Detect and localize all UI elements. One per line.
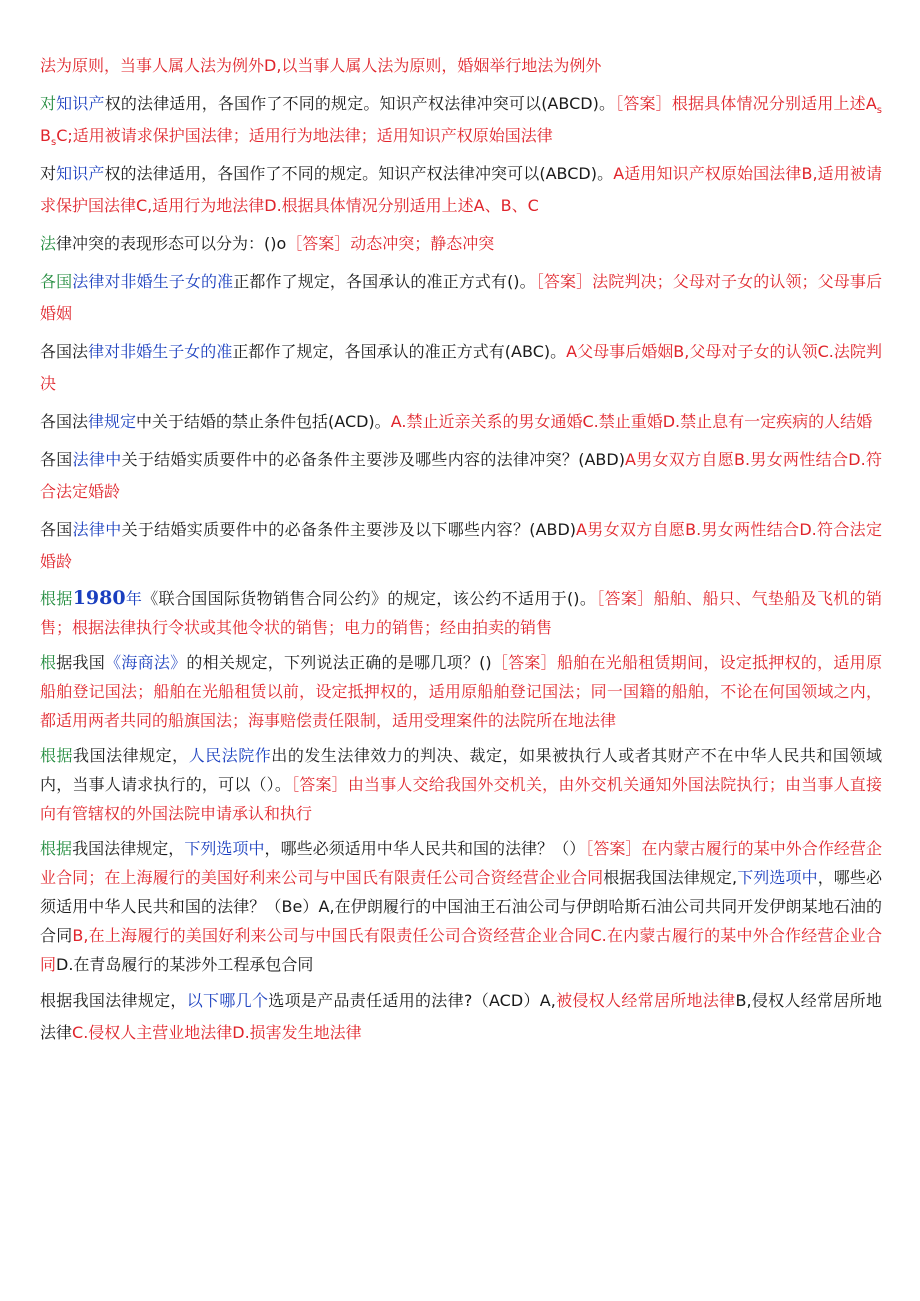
text-segment: ［答案］在内蒙古履行的某中外合作经营企业合同；在上海履行的美国好利来公司与中国氏有限责任公司合资经营企业合同 bbox=[40, 839, 882, 887]
text-segment: 法律中 bbox=[72, 450, 122, 469]
text-segment: ［答案］法院判决；父母对子女的认领；父母事后婚姻 bbox=[40, 272, 882, 323]
text-segment: 各国 bbox=[40, 450, 73, 469]
text-segment: 选项是产品责任适用的法律?（ACD）A, bbox=[268, 991, 556, 1010]
text-segment: 根 bbox=[40, 653, 57, 672]
text-segment: 知识产 bbox=[56, 94, 105, 113]
text-segment: A父母事后婚姻B,父母对子女的认领C.法院判决 bbox=[40, 342, 882, 393]
text-segment: 律对非婚生子女的准 bbox=[88, 342, 233, 361]
text-segment: ，哪些必须适用中华人民共和国的法律？（Be）A,在伊朗履行的中国油王石油公司与伊朗哈斯石油公司共同开发伊朗某地石油的合同 bbox=[40, 868, 882, 945]
question-paragraph bbox=[40, 741, 882, 828]
text-segment: 各国法 bbox=[40, 342, 89, 361]
text-segment: ［答案］船舶、船只、气垫船及飞机的销售；根据法律执行令状或其他令状的销售；电力的销售；经由拍卖的销售 bbox=[40, 589, 882, 637]
text-segment: 对 bbox=[40, 164, 57, 183]
text-segment: 根据 bbox=[40, 746, 74, 765]
text-segment: 法为原则，当事人属人法为例外D,以当事人属人法为原则，婚姻举行地法为例外 bbox=[40, 56, 602, 75]
text-segment: 各国 bbox=[40, 520, 73, 539]
text-segment: 中关于结婚的禁止条件包括(ACD)。 bbox=[136, 412, 391, 431]
text-segment: 下列选项中 bbox=[184, 839, 265, 858]
text-segment: 出的发生法律效力的判决、裁定，如果被执行人或者其财产不在中华人民共和国领域内，当事人请求执行的，可以（）。 bbox=[40, 746, 882, 794]
text-segment: 我国法律规定， bbox=[73, 746, 189, 765]
question-paragraph bbox=[40, 88, 882, 152]
text-segment: 关于结婚实质要件中的必备条件主要涉及以下哪些内容？(ABD) bbox=[121, 520, 577, 539]
question-paragraph bbox=[40, 266, 882, 330]
question-paragraph bbox=[40, 444, 882, 508]
question-paragraph bbox=[40, 985, 882, 1049]
text-segment: 各国 bbox=[40, 272, 73, 291]
text-segment: A.禁止近亲关系的男女通婚C.禁止重婚D.禁止息有一定疾病的人结婚 bbox=[390, 412, 873, 431]
text-segment: A男女双方自愿B.男女两性结合D.符合法定婚龄 bbox=[40, 520, 882, 571]
text-segment: ，哪些必须适用中华人民共和国的法律？（） bbox=[264, 839, 586, 858]
text-segment: 正都作了规定，各国承认的准正方式有(ABC)。 bbox=[232, 342, 567, 361]
text-segment: s bbox=[876, 105, 882, 117]
text-segment: B,侵权人经常居所地法律 bbox=[40, 991, 882, 1042]
text-segment: 《海商法》 bbox=[105, 653, 187, 672]
text-segment: 的相关规定，下列说法正确的是哪几项？() bbox=[186, 653, 492, 672]
text-segment: C.侵权人主营业地法律D.损害发生地法律 bbox=[72, 1023, 362, 1042]
text-segment: 年 bbox=[125, 589, 143, 608]
text-segment: 关于结婚实质要件中的必备条件主要涉及哪些内容的法律冲突？(ABD) bbox=[121, 450, 625, 469]
text-segment: 法律中 bbox=[72, 520, 122, 539]
text-segment: 对 bbox=[40, 94, 57, 113]
text-segment: 下列选项中 bbox=[737, 868, 818, 887]
text-segment: 权的法律适用，各国作了不同的规定。知识产权法律冲突可以(ABCD)。 bbox=[104, 94, 616, 113]
text-segment: A男女双方自愿B.男女两性结合D.符合法定婚龄 bbox=[40, 450, 882, 501]
text-segment: 根据我国法律规定， bbox=[40, 991, 187, 1010]
text-segment: D.在青岛履行的某涉外工程承包合同 bbox=[56, 955, 314, 974]
text-segment: ［答案］船舶在光船租赁期间，设定抵押权的，适用原船舶登记国法；船舶在光船租赁以前，设定抵押权的，适用原船舶登记国法；同一国籍的船舶，不论在何国领域之内，都适用两者共同的船旗国法；海事赔偿责任限制，适用受理案件的法院所在地法律 bbox=[40, 653, 882, 730]
text-segment: 权的法律适用，各国作了不同的规定。知识产权法律冲突可以(ABCD)。 bbox=[104, 164, 614, 183]
question-paragraph bbox=[40, 648, 882, 735]
text-segment: 1980 bbox=[72, 587, 126, 609]
question-paragraph bbox=[40, 584, 882, 642]
text-segment: B,在上海履行的美国好利来公司与中国氏有限责任公司合资经营企业合同C.在内蒙古履行的某中外合作经营企业合同 bbox=[40, 926, 882, 974]
question-paragraph bbox=[40, 158, 882, 222]
text-segment: 根据 bbox=[40, 589, 73, 608]
text-segment: 正都作了规定，各国承认的准正方式有()。 bbox=[233, 272, 536, 291]
text-segment: 被侵权人经常居所地法律 bbox=[555, 991, 736, 1010]
question-paragraph bbox=[40, 406, 882, 438]
text-segment: s bbox=[50, 137, 57, 149]
text-segment: 知识产 bbox=[56, 164, 105, 183]
text-segment: 以下哪几个 bbox=[186, 991, 269, 1010]
text-segment: 根据 bbox=[40, 839, 73, 858]
text-segment: C;适用被请求保护国法律；适用行为地法律；适用知识产权原始国法律 bbox=[56, 126, 553, 145]
text-segment: 人民法院作 bbox=[188, 746, 272, 765]
text-segment: 律冲突的表现形态可以分为：()o bbox=[56, 234, 287, 253]
text-segment: 法 bbox=[40, 234, 57, 253]
text-segment: 各国法 bbox=[40, 412, 89, 431]
text-segment: 据我国 bbox=[56, 653, 106, 672]
text-segment: 法律对非婚生子女的准 bbox=[72, 272, 234, 291]
text-segment: A适用知识产权原始国法律B,适用被请求保护国法律C,适用行为地法律D.根据具体情况分别适用上述A、B、C bbox=[40, 164, 882, 215]
text-segment: 律规定 bbox=[88, 412, 137, 431]
text-segment: 我国法律规定， bbox=[72, 839, 185, 858]
text-segment: 根据我国法律规定, bbox=[603, 868, 738, 887]
text-segment: ［答案］由当事人交给我国外交机关，由外交机关通知外国法院执行；由当事人直接向有管辖权的外国法院申请承认和执行 bbox=[40, 775, 882, 823]
question-paragraph bbox=[40, 514, 882, 578]
document-page bbox=[40, 50, 882, 1055]
question-paragraph bbox=[40, 336, 882, 400]
question-paragraph bbox=[40, 834, 882, 979]
text-segment: ［答案］根据具体情况分别适用上述A bbox=[615, 94, 877, 113]
text-segment: B bbox=[40, 126, 51, 145]
text-segment: 《联合国国际货物销售合同公约》的规定，该公约不适用于()。 bbox=[142, 589, 597, 608]
question-paragraph bbox=[40, 228, 882, 260]
text-segment: ［答案］动态冲突；静态冲突 bbox=[286, 234, 495, 253]
question-paragraph bbox=[40, 50, 882, 82]
